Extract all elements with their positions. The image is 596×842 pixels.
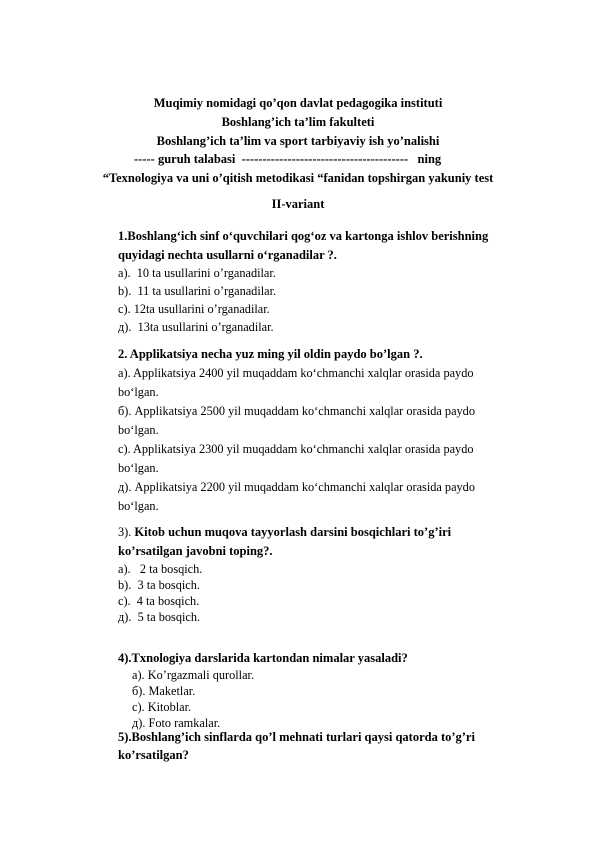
q2-option-b-line-2: bo‘lgan. <box>118 423 159 437</box>
direction-title: Boshlang’ich ta’lim va sport tarbiyaviy ish yo’nalishi <box>156 134 440 148</box>
variant-label: II-variant <box>271 197 325 211</box>
q4-option-b: б). Maketlar. <box>132 684 196 698</box>
faculty-title: Boshlang’ich ta’lim fakulteti <box>221 115 375 129</box>
question-3-line-1 <box>118 525 451 539</box>
q2-option-d-line-2: bo‘lgan. <box>118 499 159 513</box>
q1-option-d: д). 13ta usullarini o’rganadilar. <box>118 320 274 334</box>
question-3-number: 3). <box>118 525 135 539</box>
q2-option-c-line-1: c). Applikatsiya 2300 yil muqaddam ko‘chmanchi xalqlar orasida paydo <box>118 442 474 456</box>
q2-option-a-line-2: bo‘lgan. <box>118 385 159 399</box>
question-3-line-2: ko’rsatilgan javobni toping?. <box>118 544 273 558</box>
q3-option-b: b). 3 ta bosqich. <box>118 578 200 592</box>
q1-option-b: b). 11 ta usullarini o’rganadilar. <box>118 284 277 298</box>
q2-option-a-line-1: a). Applikatsiya 2400 yil muqaddam ko‘chmanchi xalqlar orasida paydo <box>118 366 474 380</box>
q1-option-c: c). 12ta usullarini o’rganadilar. <box>118 302 270 316</box>
question-1-line-1: 1.Boshlang‘ich sinf o‘quvchilari qog‘oz va kartonga ishlov berishning <box>118 229 489 243</box>
question-5-line-2: ko’rsatilgan? <box>118 748 189 762</box>
q4-option-c: c). Kitoblar. <box>132 700 192 714</box>
question-1-line-2: quyidagi nechta usullarni o‘rganadilar ?. <box>118 248 337 262</box>
q2-option-d-line-1: д). Applikatsiya 2200 yil muqaddam ko‘chmanchi xalqlar orasida paydo <box>118 480 475 494</box>
q2-option-b-line-1: б). Applikatsiya 2500 yil muqaddam ko‘chmanchi xalqlar orasida paydo <box>118 404 475 418</box>
question-4-line-1: 4).Txnologiya darslarida kartondan nimalar yasaladi? <box>118 651 408 665</box>
q2-option-c-line-2: bo‘lgan. <box>118 461 159 475</box>
q1-option-a: a). 10 ta usullarini o’rganadilar. <box>118 266 276 280</box>
question-2-line-1: 2. Applikatsiya necha yuz ming yil oldin paydo bo’lgan ?. <box>118 347 423 361</box>
group-line: ----- guruh talabasi ---------------------------------------- ning <box>134 152 442 166</box>
q3-option-c: c). 4 ta bosqich. <box>118 594 200 608</box>
q4-option-a: a). Ko’rgazmali qurollar. <box>132 668 255 682</box>
q4-option-d: д). Foto ramkalar. <box>132 716 221 730</box>
institute-title: Muqimiy nomidagi qo’qon davlat pedagogika instituti <box>153 96 443 110</box>
question-3-text: Kitob uchun muqova tayyorlash darsini bosqichlari to’g’iri <box>134 525 452 539</box>
q3-option-a: a). 2 ta bosqich. <box>118 562 203 576</box>
question-5-line-1: 5).Boshlang’ich sinflarda qo’l mehnati turlari qaysi qatorda to’g’ri <box>118 730 475 744</box>
subject-line: “Texnologiya va uni o’qitish metodikasi “fanidan topshirgan yakuniy test <box>102 171 494 185</box>
q3-option-d: д). 5 ta bosqich. <box>118 610 201 624</box>
